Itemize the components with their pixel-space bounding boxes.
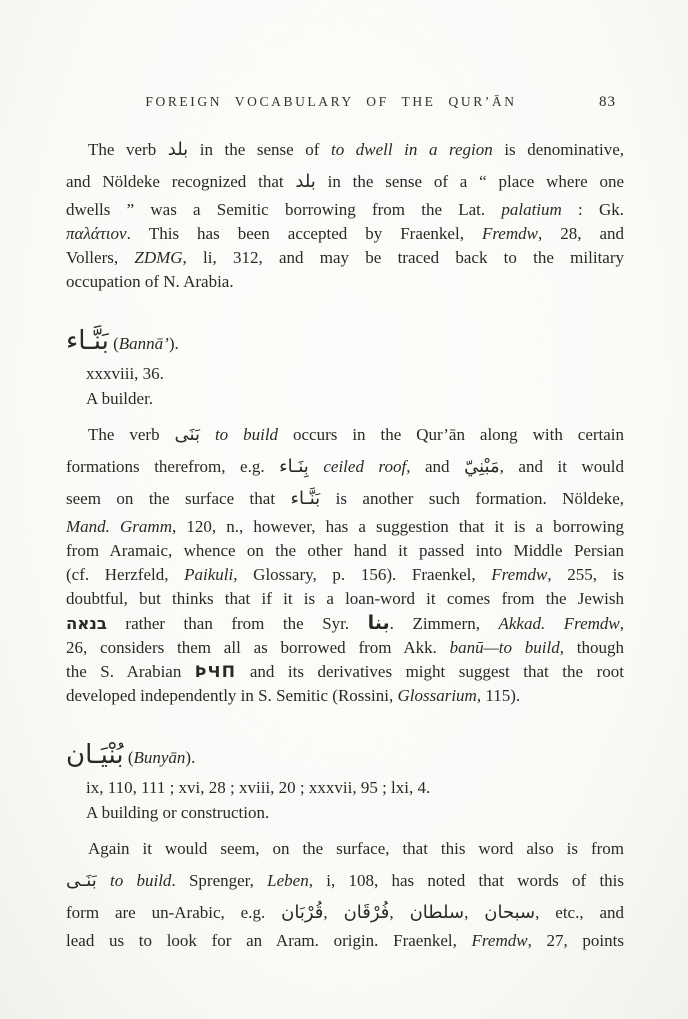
arabic-word: بَنَـى [66,870,97,891]
text-line [66,138,624,162]
entry-references: xxxviii, 36. [86,364,164,383]
arabic-word: بَنَّـاء [290,488,321,509]
text-run: , li, 312, and may be traced back to the military [182,248,624,267]
text-run: in the sense of [188,140,331,159]
text-line [66,611,624,636]
text-run [200,425,215,444]
text-run: formations therefrom, e.g. [66,457,280,476]
syriac-word: بنا [367,612,390,634]
text-run: and Nöldeke recognized that [66,172,296,191]
entry-heading-bunyan [66,738,624,775]
text-line [66,660,624,684]
text-run: , and [406,457,465,476]
entry-bunyan [66,738,624,825]
text-line [66,455,624,479]
paragraph-bunyan-discussion [66,837,624,953]
text-run: , [619,614,624,633]
text-run: rather than from the Syr. [106,614,368,633]
text-run: (cf. Herzfeld, [66,565,185,584]
text-run: , [464,903,485,922]
text-run: doubtful, but thinks that if it is a loan-word it comes from the Jewish [66,589,624,608]
text-run: 26, considers them all as borrowed from Akk. [66,638,450,657]
running-title: FOREIGN VOCABULARY OF THE QUR’ĀN [145,94,517,109]
entry-heading-banna [66,324,624,361]
arabic-word: بِنَـاء [279,456,309,477]
italic-text: to dwell in a region [330,140,493,159]
text-run: , and it would [499,457,625,476]
text-run: , i, 108, has noted that words of this [308,871,625,890]
italic-text: Fremdw [471,931,528,950]
arabic-word: قُرْبَان [281,902,324,923]
text-run: from Aramaic, whence on the other hand it passed into Middle Persian [66,541,624,560]
arabic-word: فُرْقَان [343,902,390,923]
text-run: ( [123,748,134,767]
text-line [66,587,624,611]
text-line [66,423,624,447]
text-run: , [389,903,410,922]
italic-text: Leben [267,871,309,890]
text-run: , [323,903,344,922]
hebrew-word: בנאה [66,614,107,633]
text-run: , 28, and [537,224,624,243]
italic-text: Bunyān [133,748,186,767]
italic-text: Fremdw [481,224,538,243]
text-line [66,929,624,953]
entry-gloss: A building or construction. [86,803,270,822]
italic-text: Fremdw [491,565,548,584]
text-line [66,901,624,925]
text-run: . Sprenger, [171,871,268,890]
italic-text: Paikuli [184,565,234,584]
entry-banna [66,324,624,411]
text-run: , 27, points [527,931,624,950]
arabic-word: سلطان [409,902,465,923]
text-run: ). [185,748,196,767]
text-run: . This has been accepted by Fraenkel, [126,224,482,243]
text-line [66,869,624,893]
text-run: The verb [88,425,175,444]
italic-text: to build [214,425,279,444]
text-run: and its derivatives might suggest that the root [236,662,624,681]
text-line [66,487,624,511]
text-run: , Glossary, p. 156). Fraenkel, [233,565,492,584]
text-run: occupation of N. Arabia. [66,272,234,291]
text-run: occurs in the Qur’ān along with certain [278,425,625,444]
italic-text: Glossarium [397,686,477,705]
text-line [66,563,624,587]
text-run: , though [559,638,624,657]
text-run: ( [108,334,119,353]
text-line [66,539,624,563]
text-run: form are un-Arabic, e.g. [66,903,282,922]
text-run: Again it would seem, on the surface, that this word also is from [88,839,624,858]
arabic-word: بلد [167,139,189,160]
greek-word: παλάτιον [66,224,127,243]
text-run: seem on the surface that [66,489,291,508]
arabic-word: بَنَى [174,424,200,445]
text-line [66,222,624,246]
arabic-headword: بَنَّـاء [66,326,109,356]
italic-text: Mand. Gramm [66,517,172,536]
text-run: in the sense of a “ place where one [315,172,624,191]
text-run: the S. Arabian [66,662,195,681]
arabic-word: سبحان [484,902,536,923]
text-run: , etc., and [535,903,625,922]
text-line [66,170,624,194]
south-arabian-word: ϷЧΠ [194,663,237,681]
text-run: developed independently in S. Semitic (Rossini, [66,686,398,705]
text-run [97,871,110,890]
text-run: lead us to look for an Aram. origin. Fraenkel, [66,931,472,950]
text-run: ). [168,334,179,353]
italic-text: palatium [501,200,562,219]
italic-text: Bannā’ [118,334,169,353]
italic-text: Akkad. Fremdw [498,614,620,633]
page-number: 83 [599,94,616,110]
text-run: , 255, is [547,565,624,584]
text-run: is another such formation. Nöldeke, [320,489,625,508]
text-run: : Gk. [561,200,624,219]
text-run: The verb [88,140,168,159]
text-line [66,515,624,539]
text-line [66,324,624,361]
arabic-headword: بُنْيَـان [66,740,124,770]
arabic-word: مَبْنِيّ [464,456,500,477]
italic-text: to build [110,871,172,890]
entry-gloss: A builder. [86,389,154,408]
running-head [66,92,624,112]
text-line [66,684,624,708]
text-run [309,457,324,476]
text-run: dwells ” was a Semitic borrowing from the Lat. [66,200,502,219]
italic-text: banū—to build [449,638,560,657]
text-run: Vollers, [66,248,135,267]
paragraph-balad [66,138,624,294]
text-line [66,837,624,861]
entry-references: ix, 110, 111 ; xvi, 28 ; xviii, 20 ; xxxvii, 95 ; lxi, 4. [86,778,431,797]
text-line [66,636,624,660]
text-run: , 115). [476,686,521,705]
italic-text: ceiled roof [323,457,407,476]
text-run: is denominative, [492,140,625,159]
italic-text: ZDMG [134,248,183,267]
text-run: . Zimmern, [389,614,499,633]
text-line [66,738,624,775]
paragraph-banna-discussion [66,423,624,708]
text-line [66,270,624,294]
text-line [66,246,624,270]
text-run: , 120, n., however, has a suggestion that it is a borrowing [171,517,624,536]
arabic-word: بلد [295,171,316,192]
text-line [66,198,624,222]
